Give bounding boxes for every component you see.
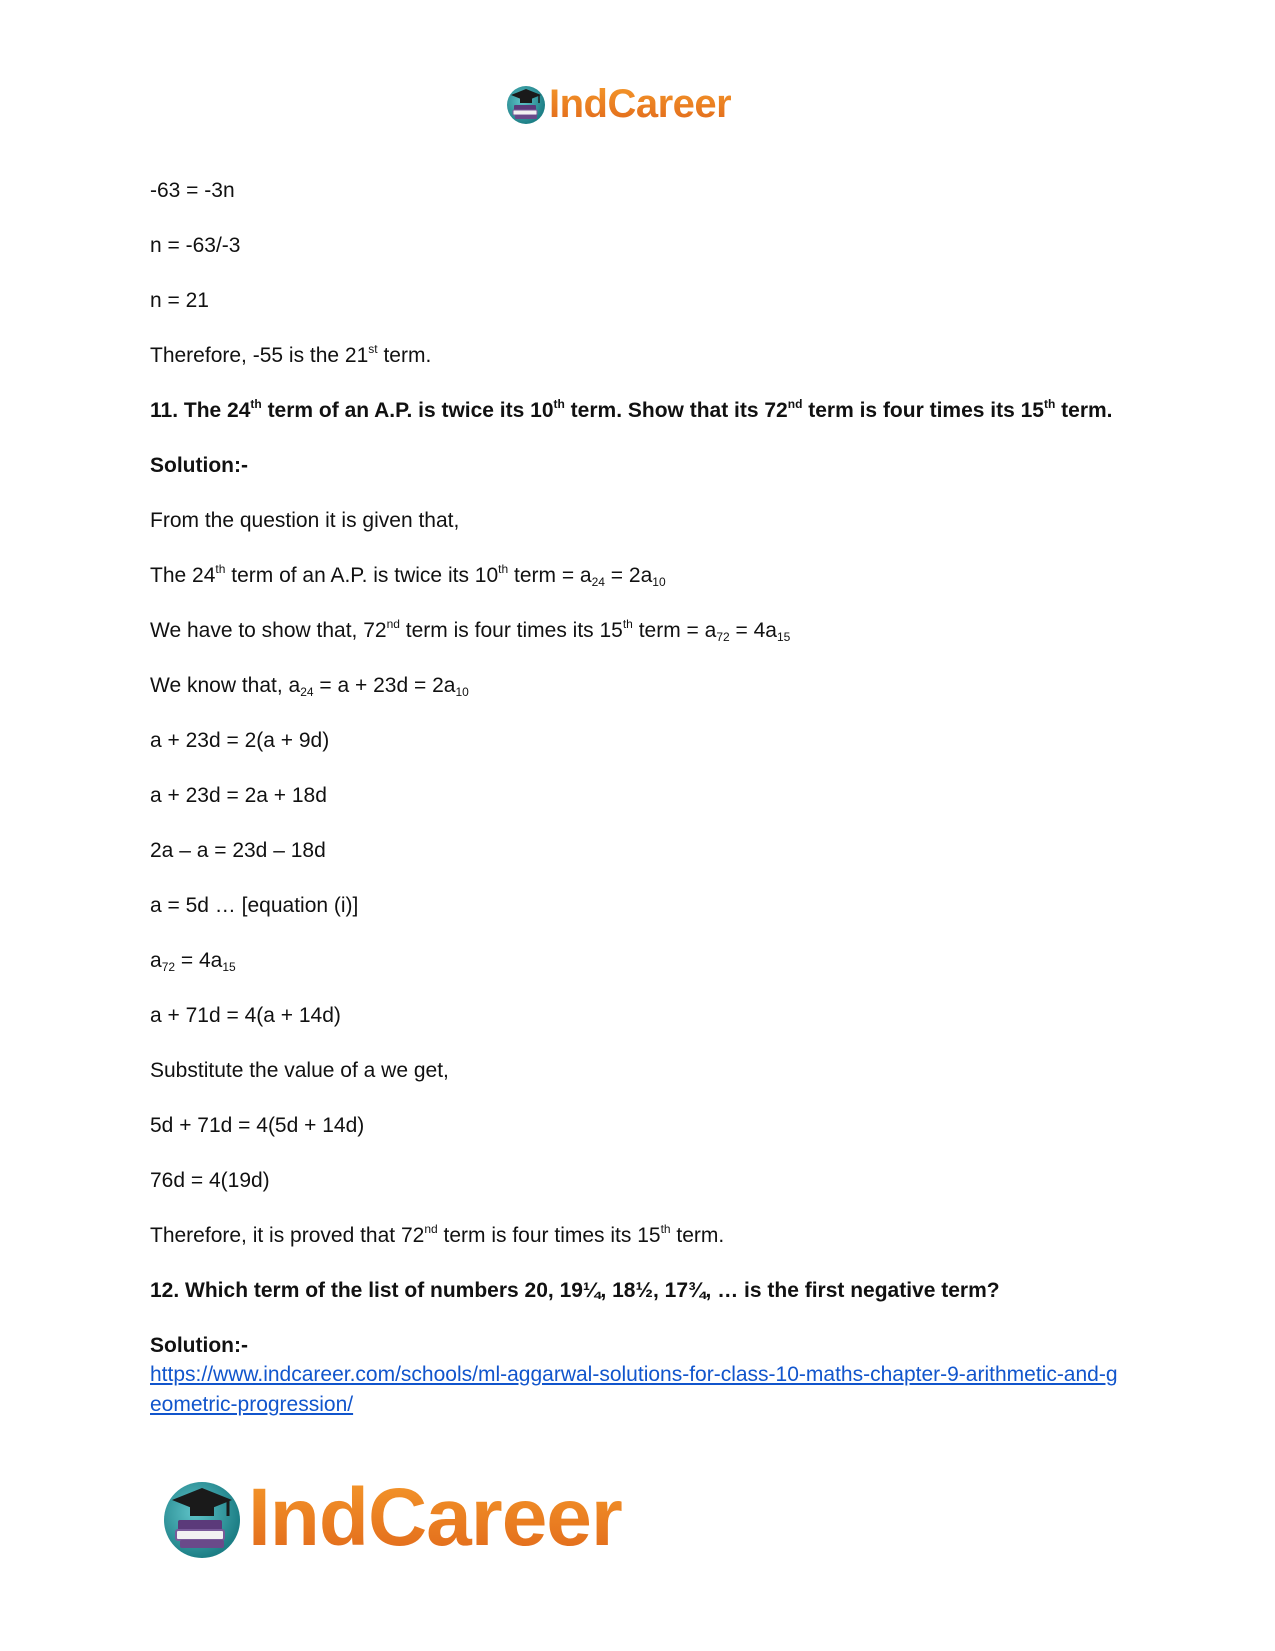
conclusion-line: Therefore, -55 is the 21st term. (150, 342, 432, 367)
solution-label: Solution:- (150, 454, 248, 477)
text-line: The 24th term of an A.P. is twice its 10th term = $a_{24} = 2a_{10}$ (150, 562, 666, 589)
equation-line: a = 5d … [equation (i)] (150, 894, 359, 917)
equation-line: 5d + 71d = 4(5d + 14d) (150, 1114, 365, 1137)
equation-line: a + 23d = 2a + 18d (150, 784, 327, 807)
equation-line: $a_{72} = 4a_{15}$ (150, 949, 236, 974)
text-line: We know that, $a_{24} = a + 23d = 2a_{10}$ (150, 674, 469, 699)
text-line: From the question it is given that, (150, 509, 460, 532)
equation-line: 2a – a = 23d – 18d (150, 839, 326, 862)
solution-label: Solution:- (150, 1334, 248, 1357)
indcareer-logo-footer (160, 1465, 622, 1570)
question-11: 11. The 24th term of an A.P. is twice its 10th term. Show that its 72nd term is four times its 15th term. (150, 397, 1113, 422)
equation-line: -63 = -3n (150, 179, 235, 202)
document-body (150, 176, 1130, 1420)
indcareer-logo-header (505, 78, 731, 130)
text-line: We have to show that, 72nd term is four times its 15th term = $a_{72} = 4a_{15}$ (150, 617, 791, 644)
equation-line: 76d = 4(19d) (150, 1169, 270, 1192)
graduation-book-icon (160, 1476, 244, 1560)
source-link[interactable]: https://www.indcareer.com/schools/ml-aggarwal-solutions-for-class-10-maths-chapter-9-arithmetic-and-geometric-progression/ (150, 1363, 1118, 1416)
brand-wordmark: IndCareer (549, 81, 732, 126)
question-12: 12. Which term of the list of numbers 20, 19¼, 18½, 17¾, … is the first negative term? (150, 1279, 1000, 1302)
text-line: Substitute the value of a we get, (150, 1059, 449, 1082)
equation-line: n = -63/-3 (150, 234, 241, 257)
equation-line: a + 71d = 4(a + 14d) (150, 1004, 341, 1027)
equation-line: n = 21 (150, 289, 209, 312)
conclusion-line: Therefore, it is proved that 72nd term is four times its 15th term. (150, 1222, 725, 1247)
equation-line: a + 23d = 2(a + 9d) (150, 729, 330, 752)
brand-wordmark: IndCareer (248, 1471, 622, 1563)
graduation-book-icon (505, 83, 547, 125)
